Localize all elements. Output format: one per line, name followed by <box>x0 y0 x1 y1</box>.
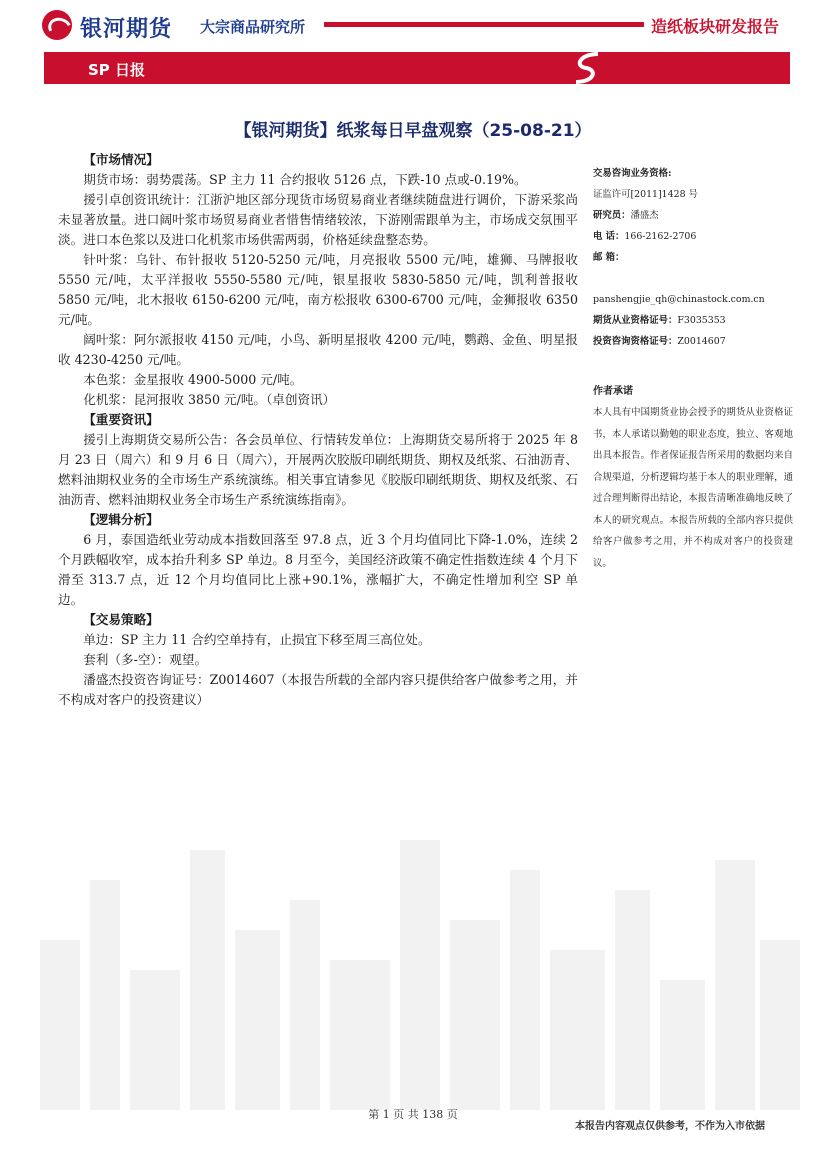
paragraph: 6 月，泰国造纸业劳动成本指数回落至 97.8 点，近 3 个月均值同比下降-1.0%，连续 2 个月跌幅收窄，成本抬升利多 SP 单边。8 月至今，美国经济政策不确定性指数连续 4 个月下滑至 313.7 点，近 12 个月均值同比上涨+90.1%，涨幅扩大，不确定性增加利空 SP 单边。 <box>58 532 578 607</box>
futures-cert: F3035353 <box>677 315 726 326</box>
main-content <box>58 150 578 710</box>
pledge-title: 作者承诺 <box>593 386 633 397</box>
invest-cert: Z0014607 <box>677 336 726 347</box>
section-heading: 【交易策略】 <box>83 612 159 627</box>
qualification-title: 交易咨询业务资格: <box>593 168 672 179</box>
section-heading: 【逻辑分析】 <box>83 512 159 527</box>
brand-name: 银河期货 <box>80 17 173 42</box>
paragraph: 本色浆：金星报收 4900-5000 元/吨。 <box>83 372 303 387</box>
email-link[interactable]: panshengjie_qh@chinastock.com.cn <box>593 294 765 305</box>
phone-number: 166-2162-2706 <box>624 231 697 242</box>
brand-logo-icon <box>42 10 72 40</box>
phone-label: 电 话： <box>593 231 625 242</box>
section-heading: 【市场情况】 <box>83 152 159 167</box>
paragraph: 化机浆：昆河报收 3850 元/吨。（卓创资讯） <box>83 392 336 407</box>
section-heading: 【重要资讯】 <box>83 412 159 427</box>
institute-name: 大宗商品研究所 <box>200 18 306 36</box>
banner-swirl-icon <box>560 52 620 84</box>
license-number: 证监许可[2011]1428 号 <box>593 189 698 200</box>
report-banner <box>44 52 790 84</box>
invest-cert-label: 投资咨询资格证号： <box>593 336 678 347</box>
email-label: 邮 箱： <box>593 252 625 263</box>
paragraph: 单边：SP 主力 11 合约空单持有，止损宜下移至周三高位处。 <box>83 632 431 647</box>
pledge-text: 本人具有中国期货业协会授予的期货从业资格证书，本人承诺以勤勉的职业态度，独立、客观地出具本报告。作者保证报告所采用的数据均来自合规渠道，分析逻辑均基于本人的职业理解，通过合理判断得出结论，本报告清晰准确地反映了本人的研究观点。本报告所载的全部内容只提供给客户做参考之用，并不构成对客户的投资建议。 <box>593 407 793 569</box>
page-title: 【银河期货】纸浆每日早盘观察（25-08-21） <box>234 121 592 141</box>
researcher-label: 研究员： <box>593 210 631 221</box>
paragraph: 援引上海期货交易所公告：各会员单位、行情转发单位：上海期货交易所将于 2025 年 8 月 23 日（周六）和 9 月 6 日（周六），开展两次胶版印刷纸期货、期权及纸浆、石油沥青、燃料油期权业务的全市场生产系统演练。相关事宜请参见《胶版印刷纸期货、期权及纸浆、石油沥青、燃料油期权业务全市场生产系统演练指南》。 <box>58 432 578 507</box>
researcher-name: 潘盛杰 <box>630 210 659 221</box>
report-type: 造纸板块研发报告 <box>651 17 780 36</box>
paragraph: 阔叶浆：阿尔派报收 4150 元/吨，小鸟、新明星报收 4200 元/吨，鹦鹉、金鱼、明星报收 4230-4250 元/吨。 <box>58 332 578 367</box>
report-banner-label: SP 日报 <box>88 61 146 79</box>
paragraph: 潘盛杰投资咨询证号：Z0014607（本报告所载的全部内容只提供给客户做参考之用，并不构成对客户的投资建议） <box>58 672 578 707</box>
skyline-watermark <box>40 820 800 1110</box>
page-number: 第 1 页 共 138 页 <box>368 1108 458 1121</box>
paragraph: 套利（多-空）：观望。 <box>83 652 208 667</box>
footer-disclaimer: 本报告内容观点仅供参考，不作为入市依据 <box>575 1121 765 1132</box>
header-divider <box>324 22 644 27</box>
futures-cert-label: 期货从业资格证号： <box>593 315 678 326</box>
author-sidebar <box>593 163 793 574</box>
paragraph: 援引卓创资讯统计：江浙沪地区部分现货市场贸易商业者继续随盘进行调价，下游采浆尚未显著放量。进口阔叶浆市场贸易商业者惜售情绪较浓，下游刚需跟单为主，市场成交氛围平淡。进口本色浆以及进口化机浆市场供需两弱，价格延续盘整态势。 <box>58 192 578 247</box>
paragraph: 针叶浆：乌针、布针报收 5120-5250 元/吨，月亮报收 5500 元/吨，雄狮、马牌报收 5550 元/吨，太平洋报收 5550-5580 元/吨，银星报收 5830-5850 元/吨，凯利普报收 5850 元/吨，北木报收 6150-6200 元/吨，南方松报收 6300-6700 元/吨，金狮报收 6350 元/吨。 <box>58 252 578 327</box>
paragraph: 期货市场：弱势震荡。SP 主力 11 合约报收 5126 点，下跌-10 点或-0.19%。 <box>83 172 527 187</box>
